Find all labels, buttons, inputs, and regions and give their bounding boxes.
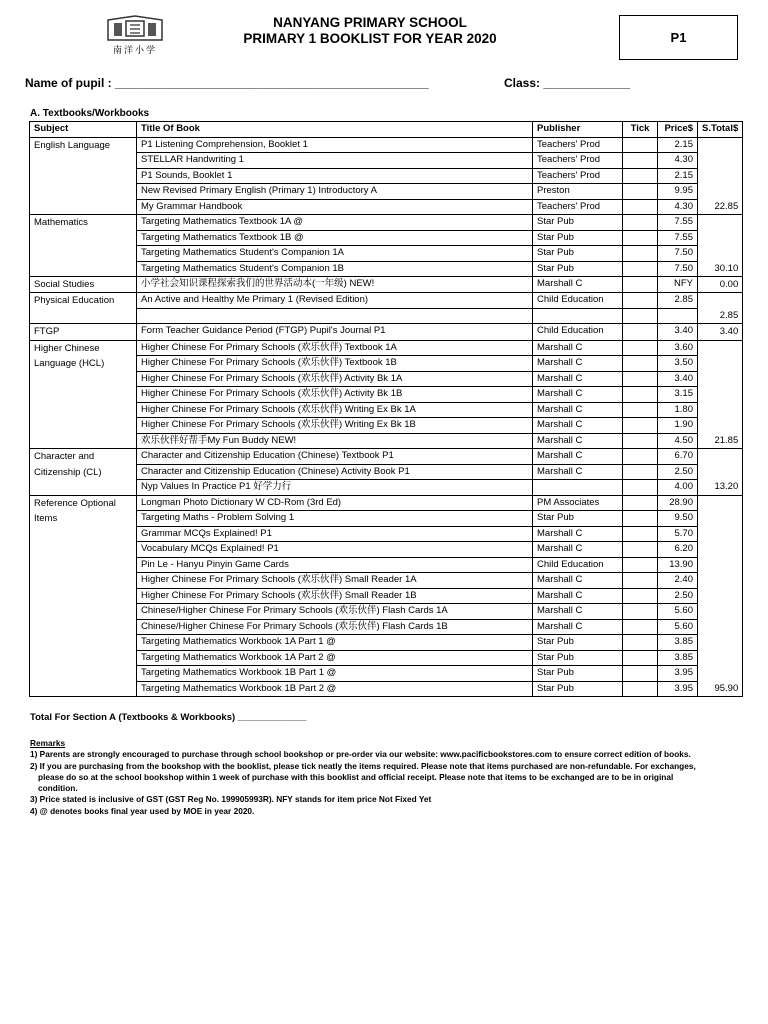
publisher-cell: Marshall C bbox=[533, 387, 623, 403]
price-cell: 28.90 bbox=[658, 495, 698, 511]
table-row bbox=[30, 449, 743, 465]
table-row bbox=[30, 495, 743, 511]
tick-checkbox-cell[interactable] bbox=[623, 526, 658, 542]
price-cell: 5.60 bbox=[658, 604, 698, 620]
book-title-cell: My Grammar Handbook bbox=[137, 199, 533, 215]
book-title-cell: Higher Chinese For Primary Schools (欢乐伙伴) Textbook 1B bbox=[137, 356, 533, 372]
table-row bbox=[30, 604, 743, 620]
price-cell: 4.30 bbox=[658, 153, 698, 169]
header-subtotal: S.Total$ bbox=[698, 122, 743, 138]
booklist-title: PRIMARY 1 BOOKLIST FOR YEAR 2020 bbox=[243, 31, 497, 46]
price-cell: 13.90 bbox=[658, 557, 698, 573]
tick-checkbox-cell[interactable] bbox=[623, 511, 658, 527]
book-title-cell: Vocabulary MCQs Explained! P1 bbox=[137, 542, 533, 558]
subject-cell: Reference Optional Items bbox=[30, 495, 137, 697]
tick-checkbox-cell[interactable] bbox=[623, 557, 658, 573]
price-cell: 7.55 bbox=[658, 230, 698, 246]
price-cell: 7.50 bbox=[658, 261, 698, 277]
book-title-cell: Chinese/Higher Chinese For Primary Schools (欢乐伙伴) Flash Cards 1A bbox=[137, 604, 533, 620]
publisher-cell: Preston bbox=[533, 184, 623, 200]
remark-2: 2) If you are purchasing from the bookshop with the booklist, please tick neatly the items required. Please note that items purchased are non-refundable. For exchanges, bbox=[30, 760, 696, 771]
publisher-cell: Star Pub bbox=[533, 511, 623, 527]
price-cell: 3.95 bbox=[658, 681, 698, 697]
tick-checkbox-cell[interactable] bbox=[623, 215, 658, 231]
remark-4: 4) @ denotes books final year used by MOE in year 2020. bbox=[30, 805, 255, 816]
subject-cell: Social Studies bbox=[30, 277, 137, 293]
table-body bbox=[30, 137, 743, 697]
tick-checkbox-cell[interactable] bbox=[623, 464, 658, 480]
book-title-cell: Targeting Mathematics Student's Companion 1B bbox=[137, 261, 533, 277]
publisher-cell: Star Pub bbox=[533, 681, 623, 697]
publisher-cell: Marshall C bbox=[533, 542, 623, 558]
header-title: Title Of Book bbox=[137, 122, 533, 138]
book-title-cell: An Active and Healthy Me Primary 1 (Revised Edition) bbox=[137, 293, 533, 309]
publisher-cell: Child Education bbox=[533, 293, 623, 309]
subtotal-cell: 21.85 bbox=[698, 340, 743, 449]
tick-checkbox-cell[interactable] bbox=[623, 153, 658, 169]
table-row bbox=[30, 402, 743, 418]
table-row bbox=[30, 650, 743, 666]
price-cell: 9.95 bbox=[658, 184, 698, 200]
price-cell: 2.50 bbox=[658, 464, 698, 480]
subject-cell: English Language bbox=[30, 137, 137, 215]
tick-checkbox-cell[interactable] bbox=[623, 588, 658, 604]
table-row bbox=[30, 153, 743, 169]
price-cell: 7.50 bbox=[658, 246, 698, 262]
book-title-cell: Form Teacher Guidance Period (FTGP) Pupil's Journal P1 bbox=[137, 324, 533, 340]
table-row bbox=[30, 542, 743, 558]
subtotal-cell: 30.10 bbox=[698, 215, 743, 277]
tick-checkbox-cell[interactable] bbox=[623, 137, 658, 153]
table-row bbox=[30, 681, 743, 697]
publisher-cell: Marshall C bbox=[533, 356, 623, 372]
subtotal-cell: 2.85 bbox=[698, 293, 743, 324]
price-cell: 9.50 bbox=[658, 511, 698, 527]
pupil-name-field[interactable]: Name of pupil : _______________________________________________ bbox=[25, 76, 429, 90]
table-row bbox=[30, 199, 743, 215]
tick-checkbox-cell[interactable] bbox=[623, 433, 658, 449]
publisher-cell: Marshall C bbox=[533, 418, 623, 434]
header-publisher: Publisher bbox=[533, 122, 623, 138]
price-cell: 3.15 bbox=[658, 387, 698, 403]
price-cell: 4.30 bbox=[658, 199, 698, 215]
publisher-cell: Marshall C bbox=[533, 371, 623, 387]
tick-checkbox-cell[interactable] bbox=[623, 387, 658, 403]
table-row bbox=[30, 371, 743, 387]
table-row bbox=[30, 464, 743, 480]
book-title-cell: New Revised Primary English (Primary 1) Introductory A bbox=[137, 184, 533, 200]
table-row bbox=[30, 308, 743, 324]
tick-checkbox-cell[interactable] bbox=[623, 604, 658, 620]
school-name: NANYANG PRIMARY SCHOOL bbox=[273, 15, 467, 30]
book-title-cell: Targeting Mathematics Textbook 1B @ bbox=[137, 230, 533, 246]
tick-checkbox-cell[interactable] bbox=[623, 356, 658, 372]
publisher-cell: Star Pub bbox=[533, 230, 623, 246]
remark-3: 3) Price stated is inclusive of GST (GST Reg No. 199905993R). NFY stands for item price Not Fixed Yet bbox=[30, 794, 432, 805]
subject-cell: Higher Chinese Language (HCL) bbox=[30, 340, 137, 449]
subject-cell: Mathematics bbox=[30, 215, 137, 277]
book-title-cell: Targeting Maths - Problem Solving 1 bbox=[137, 511, 533, 527]
booklist-table bbox=[29, 121, 743, 697]
tick-checkbox-cell[interactable] bbox=[623, 650, 658, 666]
publisher-cell: Marshall C bbox=[533, 588, 623, 604]
publisher-cell: Star Pub bbox=[533, 650, 623, 666]
publisher-cell: Teachers' Prod bbox=[533, 168, 623, 184]
price-cell: 3.50 bbox=[658, 356, 698, 372]
publisher-cell: Marshall C bbox=[533, 619, 623, 635]
tick-checkbox-cell[interactable] bbox=[623, 681, 658, 697]
section-title: A. Textbooks/Workbooks bbox=[30, 108, 150, 119]
logo-caption: 南洋小学 bbox=[112, 46, 157, 56]
table-row bbox=[30, 246, 743, 262]
publisher-cell: Star Pub bbox=[533, 215, 623, 231]
price-cell: 5.70 bbox=[658, 526, 698, 542]
book-title-cell: Chinese/Higher Chinese For Primary Schools (欢乐伙伴) Flash Cards 1B bbox=[137, 619, 533, 635]
table-row bbox=[30, 293, 743, 309]
book-title-cell: Targeting Mathematics Textbook 1A @ bbox=[137, 215, 533, 231]
publisher-cell: Marshall C bbox=[533, 433, 623, 449]
subtotal-cell: 95.90 bbox=[698, 495, 743, 697]
tick-checkbox-cell[interactable] bbox=[623, 230, 658, 246]
table-row bbox=[30, 557, 743, 573]
class-code-box: P1 bbox=[619, 15, 738, 60]
book-title-cell: 小学社会知识课程探索我们的世界活动本(一年级) NEW! bbox=[137, 277, 533, 293]
book-title-cell: Higher Chinese For Primary Schools (欢乐伙伴) Activity Bk 1A bbox=[137, 371, 533, 387]
publisher-cell: PM Associates bbox=[533, 495, 623, 511]
publisher-cell: Star Pub bbox=[533, 666, 623, 682]
publisher-cell: Star Pub bbox=[533, 261, 623, 277]
table-row bbox=[30, 215, 743, 231]
price-cell: 4.50 bbox=[658, 433, 698, 449]
publisher-cell: Star Pub bbox=[533, 246, 623, 262]
table-row bbox=[30, 277, 743, 293]
table-header-row bbox=[30, 122, 743, 138]
price-cell: 5.60 bbox=[658, 619, 698, 635]
tick-checkbox-cell[interactable] bbox=[623, 418, 658, 434]
table-row bbox=[30, 588, 743, 604]
section-total-line: Total For Section A (Textbooks & Workbooks) _____________ bbox=[30, 712, 307, 723]
price-cell: 3.40 bbox=[658, 371, 698, 387]
tick-checkbox-cell[interactable] bbox=[623, 402, 658, 418]
publisher-cell bbox=[533, 308, 623, 324]
table-row bbox=[30, 526, 743, 542]
remark-1: 1) Parents are strongly encouraged to purchase through school bookshop or pre-order via our website: www.pacificbookstores.com to ensure correct edition of books. bbox=[30, 749, 691, 760]
publisher-cell: Teachers' Prod bbox=[533, 137, 623, 153]
table-row bbox=[30, 387, 743, 403]
publisher-cell: Child Education bbox=[533, 324, 623, 340]
table-row bbox=[30, 168, 743, 184]
tick-checkbox-cell[interactable] bbox=[623, 261, 658, 277]
book-title-cell: P1 Listening Comprehension, Booklet 1 bbox=[137, 137, 533, 153]
table-row bbox=[30, 418, 743, 434]
table-row bbox=[30, 480, 743, 496]
subject-cell: FTGP bbox=[30, 324, 137, 340]
subtotal-cell: 22.85 bbox=[698, 137, 743, 215]
subtotal-cell: 0.00 bbox=[698, 277, 743, 293]
publisher-cell: Marshall C bbox=[533, 573, 623, 589]
tick-checkbox-cell[interactable] bbox=[623, 308, 658, 324]
publisher-cell: Child Education bbox=[533, 557, 623, 573]
tick-checkbox-cell[interactable] bbox=[623, 293, 658, 309]
book-title-cell: 欢乐伙伴好帮手My Fun Buddy NEW! bbox=[137, 433, 533, 449]
tick-checkbox-cell[interactable] bbox=[623, 168, 658, 184]
remarks-title: Remarks bbox=[30, 738, 66, 748]
publisher-cell: Marshall C bbox=[533, 526, 623, 542]
table-row bbox=[30, 511, 743, 527]
price-cell: 4.00 bbox=[658, 480, 698, 496]
publisher-cell: Marshall C bbox=[533, 340, 623, 356]
tick-checkbox-cell[interactable] bbox=[623, 246, 658, 262]
book-title-cell bbox=[137, 308, 533, 324]
table-row bbox=[30, 619, 743, 635]
book-title-cell: Nyp Values In Practice P1 好学力行 bbox=[137, 480, 533, 496]
price-cell: 3.85 bbox=[658, 635, 698, 651]
book-title-cell: Targeting Mathematics Workbook 1B Part 1 @ bbox=[137, 666, 533, 682]
publisher-cell: Marshall C bbox=[533, 449, 623, 465]
publisher-cell bbox=[533, 480, 623, 496]
book-title-cell: Pin Le - Hanyu Pinyin Game Cards bbox=[137, 557, 533, 573]
book-title-cell: Higher Chinese For Primary Schools (欢乐伙伴) Writing Ex Bk 1A bbox=[137, 402, 533, 418]
publisher-cell: Marshall C bbox=[533, 464, 623, 480]
price-cell: 7.55 bbox=[658, 215, 698, 231]
publisher-cell: Marshall C bbox=[533, 402, 623, 418]
price-cell bbox=[658, 308, 698, 324]
remark-2-cont: please do so at the school bookshop within 1 week of purchase with this booklist and official receipt. Please note that items to be exchanged are to be in original bbox=[38, 771, 674, 782]
table-row bbox=[30, 184, 743, 200]
tick-checkbox-cell[interactable] bbox=[623, 635, 658, 651]
price-cell: 2.50 bbox=[658, 588, 698, 604]
tick-checkbox-cell[interactable] bbox=[623, 495, 658, 511]
table-row bbox=[30, 573, 743, 589]
book-title-cell: Targeting Mathematics Workbook 1B Part 2 @ bbox=[137, 681, 533, 697]
book-title-cell: Character and Citizenship Education (Chinese) Textbook P1 bbox=[137, 449, 533, 465]
table-row bbox=[30, 261, 743, 277]
header-price: Price$ bbox=[658, 122, 698, 138]
subtotal-cell: 3.40 bbox=[698, 324, 743, 340]
price-cell: 3.40 bbox=[658, 324, 698, 340]
subtotal-cell: 13.20 bbox=[698, 449, 743, 496]
book-title-cell: Longman Photo Dictionary W CD-Rom (3rd Ed) bbox=[137, 495, 533, 511]
price-cell: 2.15 bbox=[658, 168, 698, 184]
tick-checkbox-cell[interactable] bbox=[623, 277, 658, 293]
subject-cell: Physical Education bbox=[30, 293, 137, 324]
book-title-cell: Character and Citizenship Education (Chinese) Activity Book P1 bbox=[137, 464, 533, 480]
remarks bbox=[30, 738, 750, 817]
tick-checkbox-cell[interactable] bbox=[623, 199, 658, 215]
remark-2-cont-2: condition. bbox=[38, 783, 78, 794]
price-cell: NFY bbox=[658, 277, 698, 293]
book-title-cell: Higher Chinese For Primary Schools (欢乐伙伴) Activity Bk 1B bbox=[137, 387, 533, 403]
tick-checkbox-cell[interactable] bbox=[623, 573, 658, 589]
price-cell: 6.20 bbox=[658, 542, 698, 558]
page-title bbox=[200, 15, 540, 47]
tick-checkbox-cell[interactable] bbox=[623, 619, 658, 635]
table-row bbox=[30, 666, 743, 682]
book-title-cell: Targeting Mathematics Workbook 1A Part 1 @ bbox=[137, 635, 533, 651]
book-title-cell: P1 Sounds, Booklet 1 bbox=[137, 168, 533, 184]
price-cell: 3.60 bbox=[658, 340, 698, 356]
price-cell: 3.85 bbox=[658, 650, 698, 666]
book-title-cell: Targeting Mathematics Student's Companion 1A bbox=[137, 246, 533, 262]
tick-checkbox-cell[interactable] bbox=[623, 340, 658, 356]
tick-checkbox-cell[interactable] bbox=[623, 371, 658, 387]
tick-checkbox-cell[interactable] bbox=[623, 184, 658, 200]
publisher-cell: Marshall C bbox=[533, 604, 623, 620]
price-cell: 1.90 bbox=[658, 418, 698, 434]
publisher-cell: Teachers' Prod bbox=[533, 199, 623, 215]
table-row bbox=[30, 137, 743, 153]
table-row bbox=[30, 340, 743, 356]
price-cell: 2.85 bbox=[658, 293, 698, 309]
book-title-cell: Higher Chinese For Primary Schools (欢乐伙伴) Small Reader 1B bbox=[137, 588, 533, 604]
book-title-cell: Higher Chinese For Primary Schools (欢乐伙伴) Writing Ex Bk 1B bbox=[137, 418, 533, 434]
header-tick: Tick bbox=[623, 122, 658, 138]
subject-cell: Character and Citizenship (CL) bbox=[30, 449, 137, 496]
price-cell: 1.80 bbox=[658, 402, 698, 418]
table-row bbox=[30, 433, 743, 449]
tick-checkbox-cell[interactable] bbox=[623, 449, 658, 465]
header-subject: Subject bbox=[30, 122, 137, 138]
table-row bbox=[30, 635, 743, 651]
book-title-cell: Targeting Mathematics Workbook 1A Part 2 @ bbox=[137, 650, 533, 666]
book-title-cell: Grammar MCQs Explained! P1 bbox=[137, 526, 533, 542]
tick-checkbox-cell[interactable] bbox=[623, 324, 658, 340]
book-title-cell: Higher Chinese For Primary Schools (欢乐伙伴) Small Reader 1A bbox=[137, 573, 533, 589]
table-row bbox=[30, 324, 743, 340]
table-row bbox=[30, 230, 743, 246]
tick-checkbox-cell[interactable] bbox=[623, 666, 658, 682]
tick-checkbox-cell[interactable] bbox=[623, 542, 658, 558]
price-cell: 6.70 bbox=[658, 449, 698, 465]
table-row bbox=[30, 356, 743, 372]
tick-checkbox-cell[interactable] bbox=[623, 480, 658, 496]
publisher-cell: Teachers' Prod bbox=[533, 153, 623, 169]
book-title-cell: STELLAR Handwriting 1 bbox=[137, 153, 533, 169]
book-title-cell: Higher Chinese For Primary Schools (欢乐伙伴) Textbook 1A bbox=[137, 340, 533, 356]
price-cell: 2.15 bbox=[658, 137, 698, 153]
publisher-cell: Marshall C bbox=[533, 277, 623, 293]
price-cell: 2.40 bbox=[658, 573, 698, 589]
class-field[interactable]: Class: _____________ bbox=[504, 76, 631, 90]
price-cell: 3.95 bbox=[658, 666, 698, 682]
publisher-cell: Star Pub bbox=[533, 635, 623, 651]
